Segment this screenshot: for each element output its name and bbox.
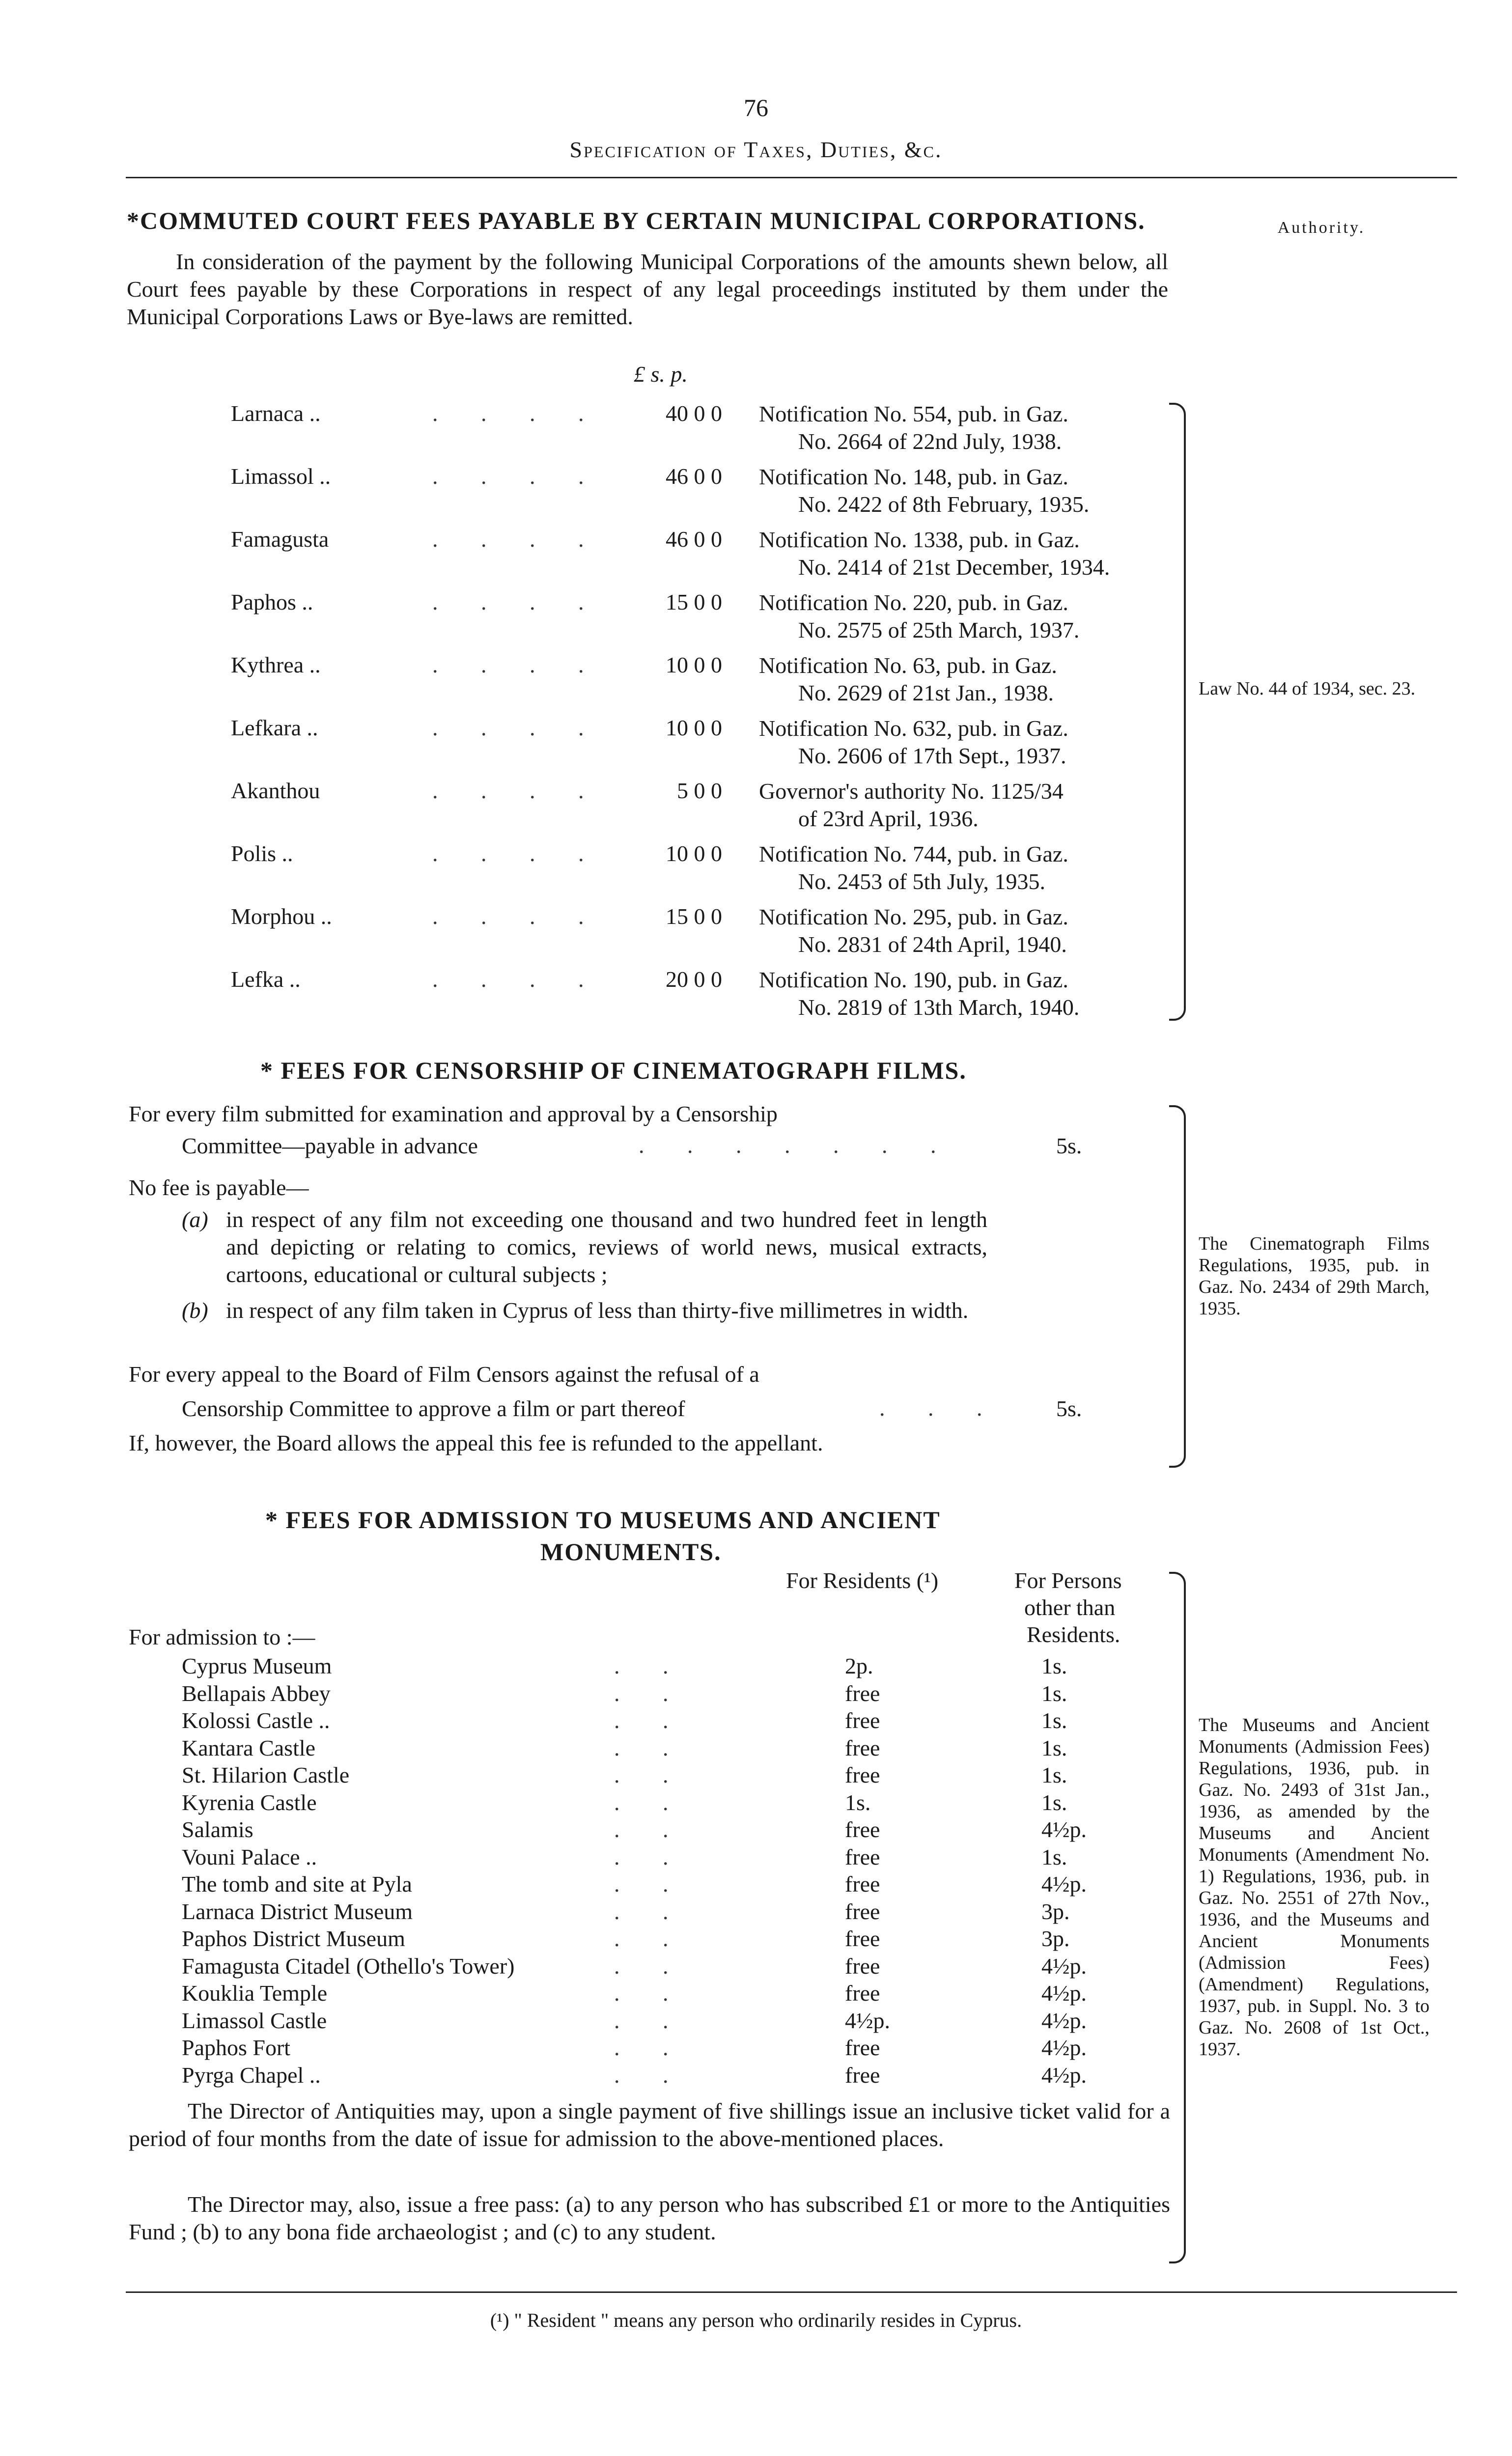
col-others-1: For Persons <box>1014 1568 1122 1593</box>
museum-row-residents: free <box>845 1953 880 1979</box>
museum-row-others: 1s. <box>1041 1762 1067 1787</box>
museum-row-residents: free <box>845 1708 880 1733</box>
museum-row-residents: free <box>845 1871 880 1897</box>
footnote-rule <box>126 2291 1457 2293</box>
authority-heading: Authority. <box>1277 219 1366 237</box>
museum-row-dots: . . <box>614 1898 687 1924</box>
museum-row-others: 1s. <box>1041 1735 1067 1760</box>
court-row-dots: . . . . <box>432 967 603 992</box>
court-row-name: Paphos .. <box>231 589 313 614</box>
museum-row-name: Larnaca District Museum <box>182 1898 413 1924</box>
museum-row-residents: free <box>845 1898 880 1924</box>
museum-row-name: St. Hilarion Castle <box>182 1762 350 1787</box>
films-fee2: 5s. <box>1056 1396 1082 1421</box>
court-row-notification-2: No. 2831 of 24th April, 1940. <box>798 932 1067 957</box>
films-item-b: in respect of any film taken in Cyprus of less than thirty-five millimetres in width. <box>226 1298 969 1323</box>
museum-row-dots: . . <box>614 1953 687 1979</box>
court-row-name: Famagusta <box>231 527 329 552</box>
court-row-notification-2: of 23rd April, 1936. <box>798 806 979 831</box>
museum-row-name: Bellapais Abbey <box>182 1680 331 1706</box>
museum-row-dots: . . <box>614 1844 687 1870</box>
museum-row-others: 4½p. <box>1041 1981 1087 2006</box>
court-row-notification-2: No. 2629 of 21st Jan., 1938. <box>798 680 1054 705</box>
museum-row-others: 4½p. <box>1041 2062 1087 2088</box>
footnote: (¹) " Resident " means any person who ordinarily resides in Cyprus. <box>490 2309 1022 2331</box>
museum-row-name: Famagusta Citadel (Othello's Tower) <box>182 1953 515 1979</box>
museum-row-residents: free <box>845 1762 880 1787</box>
court-row-name: Akanthou <box>231 778 320 803</box>
museum-row-others: 3p. <box>1041 1926 1070 1951</box>
museum-row-name: Kyrenia Castle <box>182 1789 317 1815</box>
museum-row-others: 4½p. <box>1041 1953 1087 1979</box>
court-row-amount: 46 0 0 <box>666 527 722 552</box>
museum-row-others: 1s. <box>1041 1789 1067 1815</box>
museum-row-name: Kolossi Castle .. <box>182 1708 330 1733</box>
court-row-notification: Notification No. 632, pub. in Gaz. <box>759 716 1068 741</box>
court-row-dots: . . . . <box>432 527 603 552</box>
museums-brace <box>1169 1572 1186 2263</box>
museum-row-name: Limassol Castle <box>182 2008 327 2033</box>
films-authority: The Cinematograph Films Regulations, 1935, pub. in Gaz. No. 2434 of 29th March, 1935. <box>1199 1233 1429 1319</box>
court-row-name: Limassol .. <box>231 464 331 489</box>
films-nofee: No fee is payable— <box>129 1175 309 1200</box>
films-item-b-label: (b) <box>182 1298 208 1323</box>
museum-row-others: 3p. <box>1041 1898 1070 1924</box>
museum-row-others: 4½p. <box>1041 2035 1087 2060</box>
museum-row-dots: . . <box>614 2035 687 2060</box>
museum-row-residents: free <box>845 2062 880 2088</box>
currency-units: £ s. p. <box>634 362 688 387</box>
court-row-name: Morphou .. <box>231 904 332 929</box>
court-row-notification-2: No. 2414 of 21st December, 1934. <box>798 555 1110 580</box>
museum-row-name: Vouni Palace .. <box>182 1844 317 1870</box>
court-row-amount: 40 0 0 <box>666 401 722 426</box>
col-residents: For Residents (¹) <box>786 1568 939 1593</box>
museum-row-residents: free <box>845 1817 880 1842</box>
court-row-name: Kythrea .. <box>231 652 321 677</box>
header-rule <box>126 177 1457 178</box>
court-fees-title: *COMMUTED COURT FEES PAYABLE BY CERTAIN MUNICIPAL CORPORATIONS. <box>127 207 1146 234</box>
films-brace <box>1169 1105 1186 1468</box>
museum-row-residents: free <box>845 1981 880 2006</box>
museum-row-dots: . . <box>614 1735 687 1760</box>
court-row-dots: . . . . <box>432 652 603 677</box>
col-others-2: other than <box>1024 1595 1116 1620</box>
court-row-amount: 5 0 0 <box>677 778 722 803</box>
court-fees-brace <box>1169 403 1186 1021</box>
films-dots1: . . . . . . . <box>639 1133 955 1158</box>
museum-row-residents: free <box>845 2035 880 2060</box>
court-row-notification: Notification No. 220, pub. in Gaz. <box>759 590 1068 615</box>
court-row-notification-2: No. 2422 of 8th February, 1935. <box>798 492 1090 517</box>
court-fees-authority: Law No. 44 of 1934, sec. 23. <box>1199 678 1416 699</box>
museum-row-others: 1s. <box>1041 1653 1067 1678</box>
museums-authority: The Museums and Ancient Monuments (Admission Fees) Regulations, 1936, pub. in Gaz. No. 2493 of 31st Jan., 1936, as amended by the Museums and Ancient Monuments (Amendment No. 1) Regulations, 1936, pub. in Gaz. No. 2551 of 27th Nov., 1936, and the Museums and Ancient Monuments (Admission Fees) (Amendment) Regulations, 1937, pub. in Suppl. No. 3 to Gaz. No. 2608 of 1st Oct., 1937. <box>1199 1715 1429 2060</box>
museum-row-name: Salamis <box>182 1817 253 1842</box>
museum-row-name: The tomb and site at Pyla <box>182 1871 412 1897</box>
museum-row-name: Kantara Castle <box>182 1735 316 1760</box>
films-item-a: in respect of any film not exceeding one thousand and two hundred feet in length and depicting or relating to comics, reviews of world news, musical extracts, cartoons, educational or cultural subjects ; <box>226 1207 987 1287</box>
museum-row-dots: . . <box>614 1680 687 1706</box>
museum-row-name: Paphos District Museum <box>182 1926 405 1951</box>
films-line1: For every film submitted for examination and approval by a Censorship <box>129 1101 778 1126</box>
court-row-notification-2: No. 2819 of 13th March, 1940. <box>798 995 1080 1020</box>
court-row-amount: 15 0 0 <box>666 589 722 614</box>
page-number: 76 <box>744 94 768 121</box>
court-row-name: Larnaca .. <box>231 401 321 426</box>
court-row-dots: . . . . <box>432 464 603 489</box>
court-row-dots: . . . . <box>432 589 603 614</box>
museum-row-others: 4½p. <box>1041 1817 1087 1842</box>
court-row-dots: . . . . <box>432 401 603 426</box>
museum-row-dots: . . <box>614 1817 687 1842</box>
museum-row-others: 1s. <box>1041 1844 1067 1870</box>
court-row-notification-2: No. 2606 of 17th Sept., 1937. <box>798 743 1066 768</box>
museum-row-others: 1s. <box>1041 1708 1067 1733</box>
museum-row-dots: . . <box>614 1762 687 1787</box>
museum-row-others: 4½p. <box>1041 2008 1087 2033</box>
court-row-notification: Notification No. 190, pub. in Gaz. <box>759 967 1068 992</box>
court-row-notification-2: No. 2575 of 25th March, 1937. <box>798 617 1080 642</box>
museum-row-dots: . . <box>614 1708 687 1733</box>
court-row-name: Lefkara .. <box>231 715 318 740</box>
museum-row-others: 1s. <box>1041 1680 1067 1706</box>
court-row-dots: . . . . <box>432 778 603 803</box>
films-title: * FEES FOR CENSORSHIP OF CINEMATOGRAPH FILMS. <box>260 1057 967 1084</box>
pass-paragraph: The Director may, also, issue a free pass: (a) to any person who has subscribed £1 or more to the Antiquities Fund ; (b) to any bona fide archaeologist ; and (c) to any student. <box>129 2192 1170 2244</box>
court-row-dots: . . . . <box>432 904 603 929</box>
court-row-notification: Governor's authority No. 1125/34 <box>759 779 1064 804</box>
court-row-notification: Notification No. 744, pub. in Gaz. <box>759 841 1068 866</box>
films-appeal-a: For every appeal to the Board of Film Censors against the refusal of a <box>129 1362 759 1387</box>
museum-row-dots: . . <box>614 1789 687 1815</box>
museum-row-dots: . . <box>614 2008 687 2033</box>
court-row-name: Lefka .. <box>231 967 301 992</box>
court-row-name: Polis .. <box>231 841 293 866</box>
museum-row-residents: free <box>845 1926 880 1951</box>
col-others-3: Residents. <box>1027 1622 1120 1647</box>
films-line1b: Committee—payable in advance <box>182 1133 478 1158</box>
museum-row-dots: . . <box>614 1653 687 1678</box>
court-row-amount: 10 0 0 <box>666 652 722 677</box>
museum-row-name: Cyprus Museum <box>182 1653 332 1678</box>
ticket-paragraph: The Director of Antiquities may, upon a single payment of five shillings issue an inclusive ticket valid for a period of four months from the date of issue for admission to the above-mentioned places. <box>129 2098 1170 2151</box>
court-row-dots: . . . . <box>432 715 603 740</box>
court-row-notification: Notification No. 63, pub. in Gaz. <box>759 653 1057 678</box>
films-appeal-b: Censorship Committee to approve a film or part thereof <box>182 1396 685 1421</box>
museum-row-residents: 4½p. <box>845 2008 890 2033</box>
court-row-amount: 15 0 0 <box>666 904 722 929</box>
court-row-notification: Notification No. 554, pub. in Gaz. <box>759 401 1068 426</box>
court-row-notification: Notification No. 295, pub. in Gaz. <box>759 904 1068 929</box>
museum-row-name: Paphos Fort <box>182 2035 291 2060</box>
museums-title-2: MONUMENTS. <box>540 1538 722 1565</box>
court-row-dots: . . . . <box>432 841 603 866</box>
admission-label: For admission to :— <box>129 1624 315 1649</box>
court-row-notification-2: No. 2664 of 22nd July, 1938. <box>798 429 1062 454</box>
museum-row-residents: 2p. <box>845 1653 873 1678</box>
films-dots2: . . . <box>879 1395 1001 1421</box>
museum-row-residents: free <box>845 1680 880 1706</box>
museums-title: * FEES FOR ADMISSION TO MUSEUMS AND ANCIENT <box>265 1506 941 1534</box>
films-refund: If, however, the Board allows the appeal this fee is refunded to the appellant. <box>129 1430 823 1455</box>
museum-row-dots: . . <box>614 1926 687 1951</box>
running-title: Specification of Taxes, Duties, &c. <box>569 137 943 162</box>
court-row-notification: Notification No. 1338, pub. in Gaz. <box>759 527 1080 552</box>
museum-row-residents: free <box>845 1844 880 1870</box>
court-fees-intro: In consideration of the payment by the following Municipal Corporations of the amounts shewn below, all Court fees payable by these Corporations in respect of any legal proceedings instituted by them under the Municipal Corporations Laws or Bye-laws are remitted. <box>127 249 1168 329</box>
museum-row-residents: free <box>845 1735 880 1760</box>
museum-row-name: Kouklia Temple <box>182 1981 328 2006</box>
films-fee1: 5s. <box>1056 1133 1082 1158</box>
court-row-notification-2: No. 2453 of 5th July, 1935. <box>798 869 1046 894</box>
museum-row-others: 4½p. <box>1041 1871 1087 1897</box>
museum-row-dots: . . <box>614 1981 687 2006</box>
museum-row-name: Pyrga Chapel .. <box>182 2062 321 2088</box>
court-row-amount: 10 0 0 <box>666 715 722 740</box>
museum-row-residents: 1s. <box>845 1789 871 1815</box>
museum-row-dots: . . <box>614 1871 687 1897</box>
court-row-amount: 10 0 0 <box>666 841 722 866</box>
court-row-amount: 46 0 0 <box>666 464 722 489</box>
court-row-amount: 20 0 0 <box>666 967 722 992</box>
court-row-notification: Notification No. 148, pub. in Gaz. <box>759 464 1068 489</box>
films-item-a-label: (a) <box>182 1207 208 1232</box>
museum-row-dots: . . <box>614 2062 687 2088</box>
